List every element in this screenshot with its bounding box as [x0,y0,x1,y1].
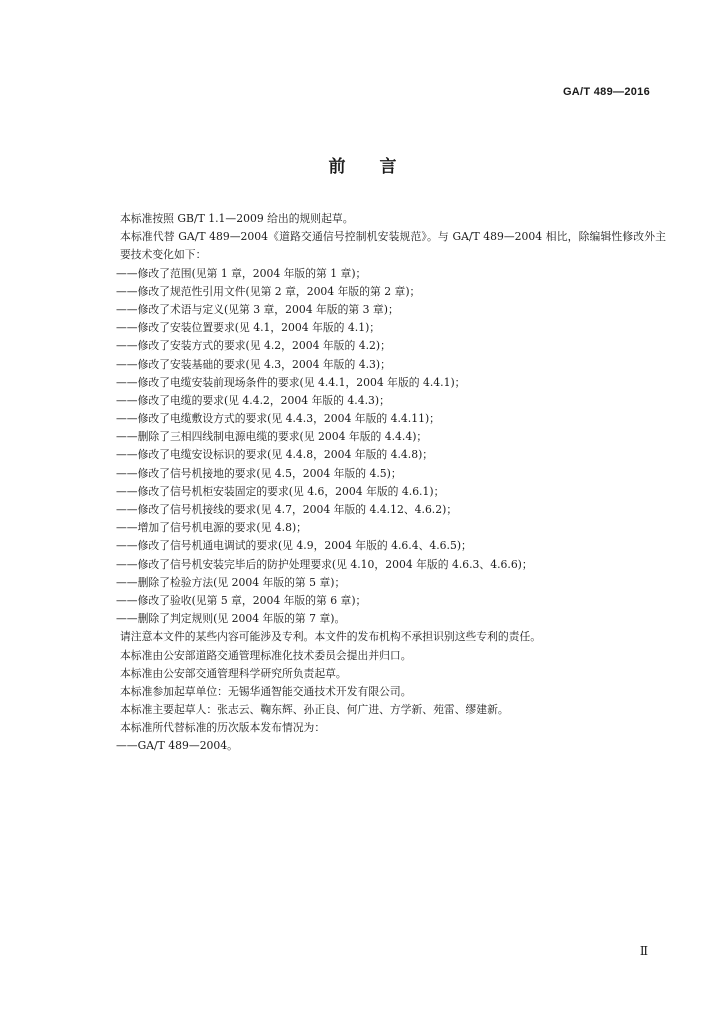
list-item: ——删除了三相四线制电源电缆的要求(见 2004 年版的 4.4.4)； [116,430,428,444]
paragraph-history-intro: 本标准所代替标准的历次版本发布情况为： [120,721,326,735]
list-item: ——修改了信号机柜安装固定的要求(见 4.6，2004 年版的 4.6.1)； [116,484,445,498]
list-item: ——删除了判定规则(见 2004 年版的第 7 章)。 [116,612,346,626]
paragraph-drafting-rules: 本标准按照 GB/T 1.1—2009 给出的规则起草。 [120,212,354,225]
foreword-body [96,210,666,756]
list-item: ——修改了信号机接地的要求(见 4.5，2004 年版的 4.5)； [116,466,402,480]
list-item: ——修改了验收(见第 5 章，2004 年版的第 6 章)； [116,593,367,607]
paragraph-patent-notice: 请注意本文件的某些内容可能涉及专利。本文件的发布机构不承担识别这些专利的责任。 [120,630,542,644]
list-item: ——修改了信号机通电调试的要求(见 4.9，2004 年版的 4.6.4、4.6.5)； [116,539,472,553]
list-item: ——修改了信号机接线的要求(见 4.7，2004 年版的 4.4.12、4.6.2)； [116,503,458,517]
list-item: ——修改了电缆的要求(见 4.4.2，2004 年版的 4.4.3)； [116,393,390,407]
page-title: 前言 [328,157,431,177]
list-item: ——修改了电缆安设标识的要求(见 4.4.8，2004 年版的 4.4.8)； [116,448,434,462]
list-item: ——修改了电缆安装前现场条件的要求(见 4.4.1，2004 年版的 4.4.1)； [116,375,466,389]
list-item: ——修改了安装基础的要求(见 4.3，2004 年版的 4.3)； [116,357,391,371]
list-item: ——修改了术语与定义(见第 3 章，2004 年版的第 3 章)； [116,302,399,316]
list-item: ——修改了安装方式的要求(见 4.2，2004 年版的 4.2)； [116,339,391,353]
history-item: ——GA/T 489—2004。 [116,739,238,753]
list-item: ——增加了信号机电源的要求(见 4.8)； [116,521,307,535]
paragraph-participants: 本标准参加起草单位：无锡华通智能交通技术开发有限公司。 [120,684,412,698]
paragraph-replacement: 本标准代替 GA/T 489—2004《道路交通信号控制机安装规范》。与 GA/T 489—2004 相比，除编辑性修改外主要技术变化如下： [120,230,666,262]
paragraph-drafter: 本标准由公安部交通管理科学研究所负责起草。 [120,666,347,680]
change-list [96,265,666,629]
paragraph-authors: 本标准主要起草人：张志云、鞠东辉、孙正良、何广进、方学新、苑雷、缪建新。 [120,703,509,717]
standard-code: GA/T 489—2016 [562,86,650,98]
page-number: Ⅱ [639,944,648,958]
list-item: ——修改了信号机安装完毕后的防护处理要求(见 4.10，2004 年版的 4.6.3、4.6.6)； [116,557,533,571]
paragraph-proposer: 本标准由公安部道路交通管理标准化技术委员会提出并归口。 [120,648,412,662]
list-item: ——修改了规范性引用文件(见第 2 章，2004 年版的第 2 章)； [116,284,421,298]
list-item: ——修改了电缆敷设方式的要求(见 4.4.3，2004 年版的 4.4.11)； [116,412,440,426]
list-item: ——修改了安装位置要求(见 4.1，2004 年版的 4.1)； [116,321,381,335]
list-item: ——修改了范围(见第 1 章，2004 年版的第 1 章)； [116,266,367,280]
list-item: ——删除了检验方法(见 2004 年版的第 5 章)； [116,575,346,589]
